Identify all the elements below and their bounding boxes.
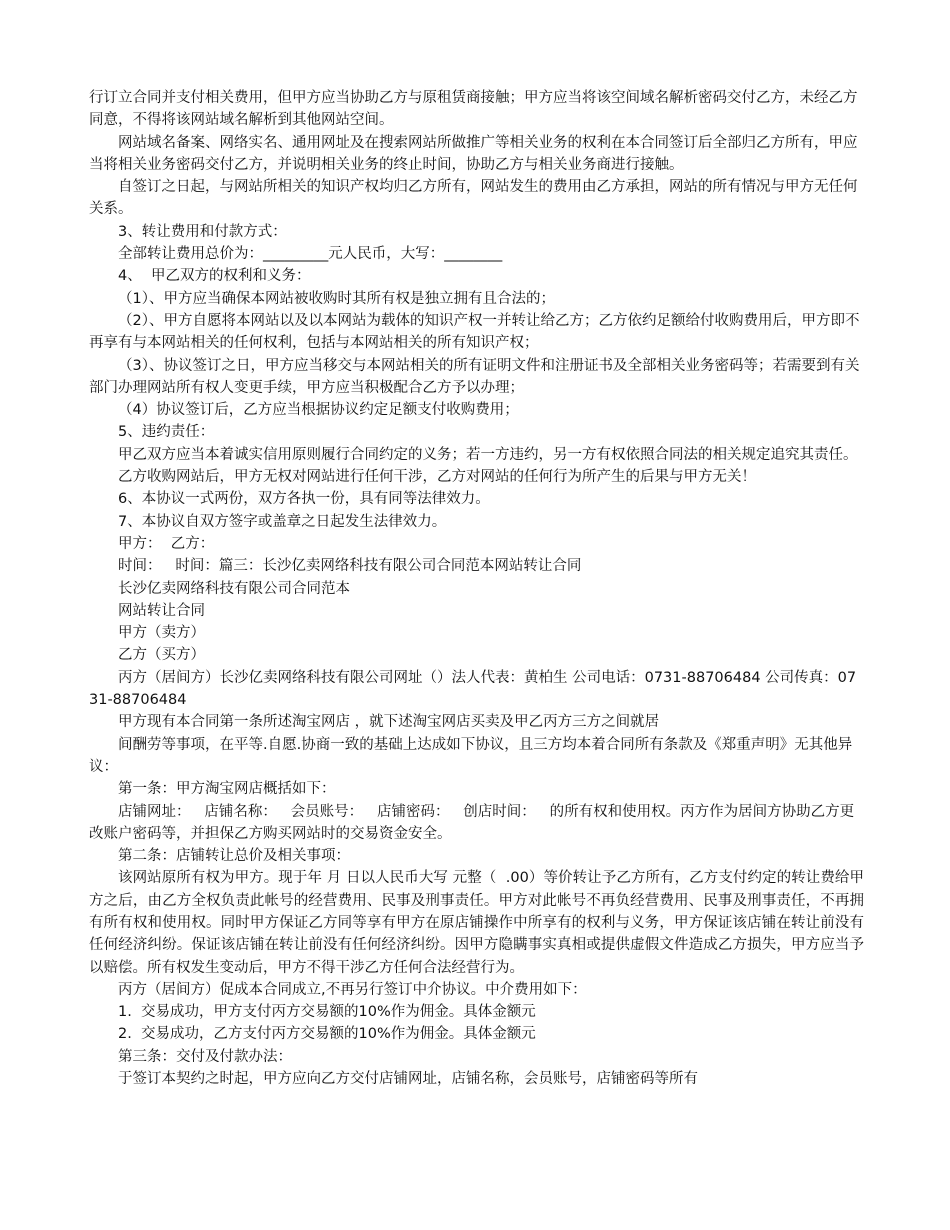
section-heading: 第一条：甲方淘宝网店概括如下： <box>118 781 336 798</box>
paragraph: 行订立合同并支付相关费用，但甲方应当协助乙方与原租赁商接触；甲方应当将该空间域名解析密码交付乙方，未经乙方同意，不得将该网站域名解析到其他网站空间。 <box>89 90 858 129</box>
section-heading: 5、违约责任： <box>118 424 215 441</box>
section-heading: 3、转让费用和付款方式： <box>118 223 287 240</box>
paragraph: 自签订之日起，与网站所相关的知识产权均归乙方所有，网站发生的费用由乙方承担，网站的所有情况与甲方无任何关系。 <box>89 179 858 218</box>
company-title: 长沙亿卖网络科技有限公司合同范本 <box>118 580 350 597</box>
paragraph: 乙方收购网站后，甲方无权对网站进行任何干涉，乙方对网站的任何行为所产生的后果与甲方无关！ <box>118 469 756 486</box>
document-page <box>89 87 864 1090</box>
paragraph: 该网站原所有权为甲方。现于年 月 日以人民币大写 元整（ .00）等价转让予乙方所有，乙方支付约定的转让费给甲方之后，由乙方全权负责此帐号的经营费用、民事及刑事责任。甲方对此帐号不再负经营费用、民事及刑事责任，不再拥有所有权和使用权。同时甲方保证乙方同等享有甲方在原店铺操作中所享有的权利与义务，甲方保证该店铺在转让前没有任何经济纠纷。保证该店铺在转让前没有任何经济纠纷。因甲方隐瞒事实真相或提供虚假文件造成乙方损失，甲方应当予以赔偿。所有权发生变动后，甲方不得干涉乙方任何合法经营行为。 <box>89 870 864 976</box>
paragraph: 6、本协议一式两份，双方各执一份，具有同等法律效力。 <box>118 491 490 508</box>
paragraph: 店铺网址： 店铺名称： 会员账号： 店铺密码： 创店时间： 的所有权和使用权。丙方作为居间方协助乙方更改账户密码等，并担保乙方购买网站时的交易资金安全。 <box>89 803 855 842</box>
paragraph: 间酬劳等事项，在平等.自愿.协商一致的基础上达成如下协议，且三方均本着合同所有条款及《郑重声明》无其他异议： <box>89 736 853 775</box>
paragraph: 7、本协议自双方签字或盖章之日起发生法律效力。 <box>118 513 447 530</box>
paragraph: 网站域名备案、网络实名、通用网址及在搜索网站所做推广等相关业务的权利在本合同签订后全部归乙方所有，甲应当将相关业务密码交付乙方，并说明相关业务的终止时间，协助乙方与相关业务商进行接触。 <box>89 134 858 173</box>
section-heading: 第三条：交付及付款办法： <box>118 1048 292 1065</box>
party-c-info: 丙方（居间方）长沙亿卖网络科技有限公司网址（）法人代表：黄柏生 公司电话：0731-88706484 公司传真：0731-88706484 <box>89 669 857 709</box>
signature-date-line: 时间： 时间：篇三：长沙亿卖网络科技有限公司合同范本网站转让合同 <box>118 558 582 575</box>
list-item: 1. 交易成功，甲方支付丙方交易额的10%作为佣金。具体金额元 <box>118 1004 536 1021</box>
paragraph: 甲乙双方应当本着诚实信用原则履行合同约定的义务；若一方违约，另一方有权依照合同法的相关规定追究其责任。 <box>118 446 858 463</box>
list-item: （2）、甲方自愿将本网站以及以本网站为载体的知识产权一并转让给乙方；乙方依约足额给付收购费用后，甲方即不再享有与本网站相关的任何权利，包括与本网站相关的所有知识产权； <box>89 312 860 352</box>
list-item: （4）协议签订后，乙方应当根据协议约定足额支付收购费用； <box>118 402 519 419</box>
paragraph: 丙方（居间方）促成本合同成立,不再另行签订中介协议。中介费用如下： <box>118 981 587 998</box>
party-a-label: 甲方（卖方） <box>118 625 205 642</box>
paragraph: 全部转让费用总价为：_________元人民币，大写：________ <box>118 246 503 263</box>
list-item: （3）、协议签订之日，甲方应当移交与本网站相关的所有证明文件和注册证书及全部相关业务密码等；若需要到有关部门办理网站所有权人变更手续，甲方应当积极配合乙方予以办理； <box>89 357 860 396</box>
paragraph: 于签订本契约之时起，甲方应向乙方交付店铺网址，店铺名称，会员账号，店铺密码等所有 <box>118 1071 698 1088</box>
contract-title: 网站转让合同 <box>118 602 205 619</box>
section-heading: 4、 甲乙双方的权利和义务： <box>118 268 311 285</box>
paragraph: 甲方现有本合同第一条所述淘宝网店 ，就下述淘宝网店买卖及甲乙丙方三方之间就居 <box>118 714 660 731</box>
section-heading: 第二条：店铺转让总价及相关事项： <box>118 848 350 865</box>
signature-line: 甲方： 乙方： <box>118 535 215 552</box>
list-item: （1）、甲方应当确保本网站被收购时其所有权是独立拥有且合法的； <box>118 290 555 307</box>
party-b-label: 乙方（买方） <box>118 647 205 664</box>
list-item: 2. 交易成功，乙方支付丙方交易额的10%作为佣金。具体金额元 <box>118 1026 536 1043</box>
